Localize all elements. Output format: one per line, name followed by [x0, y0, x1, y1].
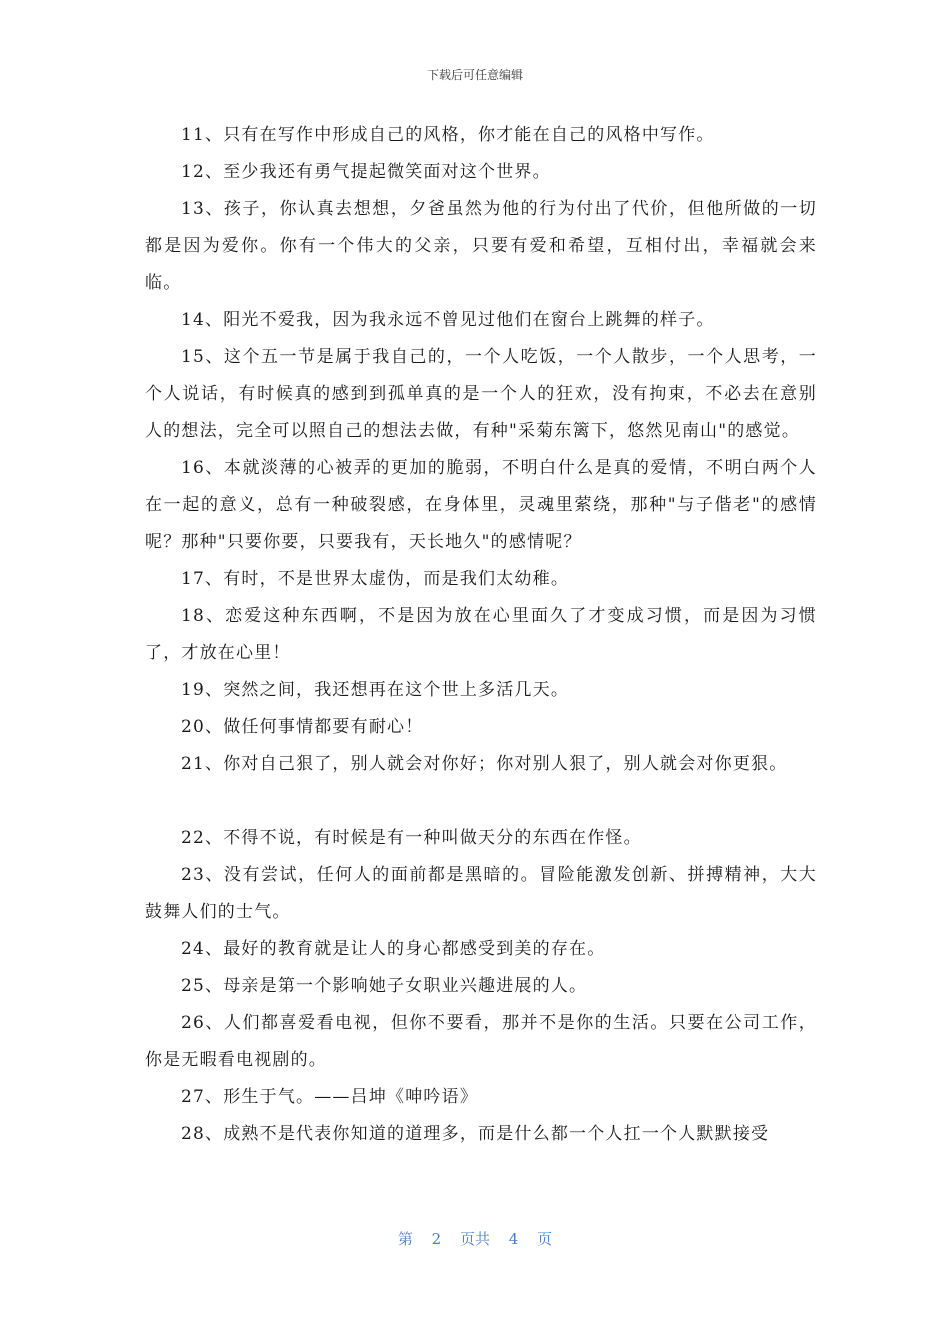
- body-text: [145, 117, 817, 1153]
- paragraph-27: 27、形生于气。——吕坤《呻吟语》: [181, 1087, 479, 1107]
- paragraph-22: 22、不得不说，有时候是有一种叫做天分的东西在作怪。: [181, 828, 642, 848]
- paragraph-11: 11、只有在写作中形成自己的风格，你才能在自己的风格中写作。: [181, 125, 715, 145]
- footer-total-pages: 4: [508, 1230, 519, 1248]
- page-footer: [0, 1228, 950, 1249]
- paragraph-18: 18、恋爱这种东西啊，不是因为放在心里面久了才变成习惯，而是因为习惯了，才放在心里！: [145, 606, 817, 663]
- paragraph-15: 15、这个五一节是属于我自己的，一个人吃饭，一个人散步，一个人思考，一个人说话，有时候真的感到到孤单真的是一个人的狂欢，没有拘束，不必去在意别人的想法，完全可以照自己的想法去做，有种"采菊东篱下，悠然见南山"的感觉。: [145, 347, 817, 441]
- paragraph-12: 12、至少我还有勇气提起微笑面对这个世界。: [181, 162, 551, 182]
- paragraph-13: 13、孩子，你认真去想想，夕爸虽然为他的行为付出了代价，但他所做的一切都是因为爱你。你有一个伟大的父亲，只要有爱和希望，互相付出，幸福就会来临。: [145, 199, 817, 293]
- paragraph-28: 28、成熟不是代表你知道的道理多，而是什么都一个人扛一个人默默接受: [181, 1124, 770, 1144]
- page-header: 下载后可任意编辑: [426, 68, 523, 82]
- paragraph-17: 17、有时，不是世界太虚伪，而是我们太幼稚。: [181, 569, 570, 589]
- footer-middle: 页共: [459, 1230, 490, 1248]
- paragraph-23: 23、没有尝试，任何人的面前都是黑暗的。冒险能激发创新、拼搏精神，大大鼓舞人们的士气。: [145, 865, 817, 922]
- paragraph-19: 19、突然之间，我还想再在这个世上多活几天。: [181, 680, 570, 700]
- paragraph-21: 21、你对自己狠了，别人就会对你好；你对别人狠了，别人就会对你更狠。: [181, 754, 788, 774]
- footer-prefix: 第: [397, 1230, 413, 1248]
- paragraph-20: 20、做任何事情都要有耐心！: [181, 717, 424, 737]
- footer-current-page: 2: [431, 1230, 442, 1248]
- paragraph-16: 16、本就淡薄的心被弄的更加的脆弱，不明白什么是真的爱情，不明白两个人在一起的意义，总有一种破裂感，在身体里，灵魂里萦绕，那种"与子偕老"的感情呢？那种"只要你要，只要我有，天长地久"的感情呢？: [145, 458, 817, 552]
- paragraph-25: 25、母亲是第一个影响她子女职业兴趣进展的人。: [181, 976, 588, 996]
- footer-suffix: 页: [537, 1230, 553, 1248]
- paragraph-24: 24、最好的教育就是让人的身心都感受到美的存在。: [181, 939, 606, 959]
- paragraph-14: 14、阳光不爱我，因为我永远不曾见过他们在窗台上跳舞的样子。: [181, 310, 715, 330]
- paragraph-26: 26、人们都喜爱看电视，但你不要看，那并不是你的生活。只要在公司工作，你是无暇看电视剧的。: [145, 1013, 817, 1070]
